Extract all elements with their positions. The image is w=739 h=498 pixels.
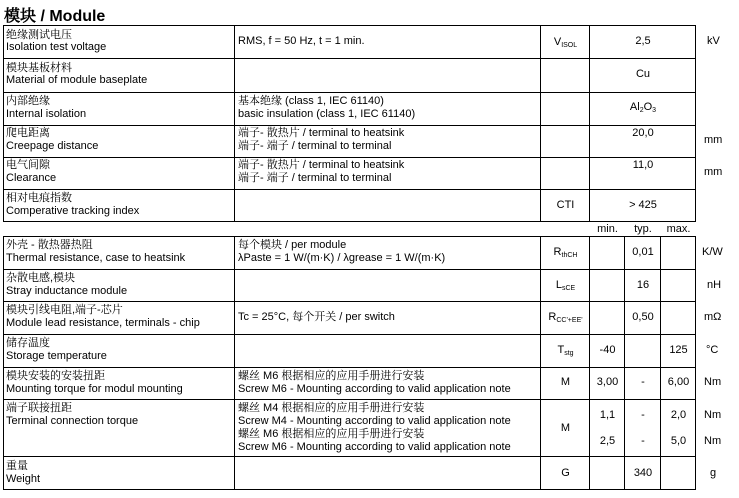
col-header-typ: typ. (634, 223, 652, 235)
param-zh: 储存温度 (6, 337, 50, 349)
param-en: Material of module baseplate (6, 74, 148, 86)
condition-line: Screw M6 - Mounting according to valid application note (238, 441, 511, 453)
value-typ: 340 (633, 467, 653, 479)
value-typ: 2,5 (635, 35, 651, 47)
param-zh: 模块基板材料 (6, 62, 72, 74)
unit: kV (707, 35, 720, 47)
param-en: Internal isolation (6, 108, 87, 120)
condition-line: 螺丝 M6 根据相应的应用手册进行安装 (238, 428, 425, 440)
unit: Nm (704, 409, 722, 421)
value-typ: 11,0 (632, 159, 654, 171)
condition-line: 端子- 散热片 / terminal to heatsink (238, 127, 405, 139)
value-max: 6,00 (667, 376, 690, 388)
param-zh: 电气间隙 (6, 159, 50, 171)
param-zh: 端子联接扭距 (6, 402, 72, 414)
value-max: 125 (669, 344, 688, 356)
value-typ: 16 (636, 279, 650, 291)
param-zh: 模块引线电阻,端子-芯片 (6, 304, 123, 316)
condition: RMS, f = 50 Hz, t = 1 min. (238, 35, 365, 47)
value-typ: 20,0 (632, 127, 654, 139)
unit: Nm (704, 376, 722, 388)
unit: mm (704, 166, 723, 178)
value-typ: $Al_2O_3$ (629, 101, 657, 114)
param-en: Stray inductance module (6, 285, 128, 297)
condition-line: 端子- 端子 / terminal to terminal (238, 140, 392, 152)
param-zh: 杂散电感,模块 (6, 272, 76, 284)
value-typ: - (641, 409, 645, 421)
param-zh: 绝缘测试电压 (6, 29, 72, 41)
param-en: Weight (6, 473, 41, 485)
condition-line: basic insulation (class 1, IEC 61140) (238, 108, 416, 120)
unit: mm (704, 134, 723, 146)
condition: Tc = 25°C, 每个开关 / per switch (238, 311, 395, 323)
value-typ: 0,50 (632, 311, 654, 323)
col-header-min: min. (597, 223, 618, 235)
param-en: Mounting torque for modul mounting (6, 383, 183, 395)
condition-line: 每个模块 / per module (238, 239, 347, 251)
param-en: Terminal connection torque (6, 415, 139, 427)
param-en: Comperative tracking index (6, 205, 140, 217)
param-en: Module lead resistance, terminals - chip (6, 317, 200, 329)
param-zh: 模块安装的安装扭距 (6, 370, 105, 382)
condition-line: Screw M6 - Mounting according to valid application note (238, 383, 511, 395)
symbol: $R_{thCH}$ (553, 246, 578, 259)
page-title: 模块 / Module (4, 8, 106, 25)
param-en: Storage temperature (6, 350, 107, 362)
param-zh: 内部绝缘 (6, 95, 50, 107)
value-typ: - (641, 376, 645, 388)
value-min: 3,00 (596, 376, 619, 388)
param-en: Creepage distance (6, 140, 99, 152)
param-en: Clearance (6, 172, 57, 184)
unit: mΩ (704, 311, 722, 323)
value-min: 1,1 (599, 409, 616, 421)
symbol: $R_{CC'+EE'}$ (548, 311, 583, 324)
condition-line: 螺丝 M6 根据相应的应用手册进行安装 (238, 370, 425, 382)
param-en: Isolation test voltage (6, 41, 107, 53)
unit: Nm (704, 435, 722, 447)
condition-line: 端子- 散热片 / terminal to heatsink (238, 159, 405, 171)
unit: nH (707, 279, 722, 291)
unit: °C (706, 344, 719, 356)
col-header-max: max. (666, 223, 691, 235)
param-zh: 重量 (6, 460, 28, 472)
value-typ: > 425 (629, 199, 657, 211)
value-min: -40 (599, 344, 616, 356)
value-max: 5,0 (670, 435, 687, 447)
condition-line: 螺丝 M4 根据相应的应用手册进行安装 (238, 402, 425, 414)
symbol: $T_{stg}$ (557, 344, 574, 357)
value-typ: Cu (635, 68, 651, 80)
condition-line: λPaste = 1 W/(m·K) / λgrease = 1 W/(m·K) (238, 252, 446, 264)
condition-line: 端子- 端子 / terminal to terminal (238, 172, 392, 184)
param-zh: 外壳 - 散热器热阻 (6, 239, 93, 251)
param-zh: 相对电痕指数 (6, 192, 72, 204)
symbol: CTI (556, 199, 575, 211)
value-typ: - (641, 435, 645, 447)
value-min: 2,5 (599, 435, 616, 447)
value-typ: 0,01 (632, 246, 654, 258)
symbol: M (560, 422, 571, 434)
param-zh: 爬电距离 (6, 127, 50, 139)
condition-line: 基本绝缘 (class 1, IEC 61140) (238, 95, 384, 107)
condition-line: Screw M4 - Mounting according to valid application note (238, 415, 511, 427)
symbol: $V_{ISOL}$ (553, 36, 578, 49)
symbol: M (560, 376, 571, 388)
symbol: G (561, 467, 570, 479)
unit: K/W (702, 246, 723, 258)
value-max: 2,0 (670, 409, 687, 421)
unit: g (710, 467, 717, 479)
symbol: $L_{sCE}$ (555, 279, 576, 292)
param-en: Thermal resistance, case to heatsink (6, 252, 186, 264)
